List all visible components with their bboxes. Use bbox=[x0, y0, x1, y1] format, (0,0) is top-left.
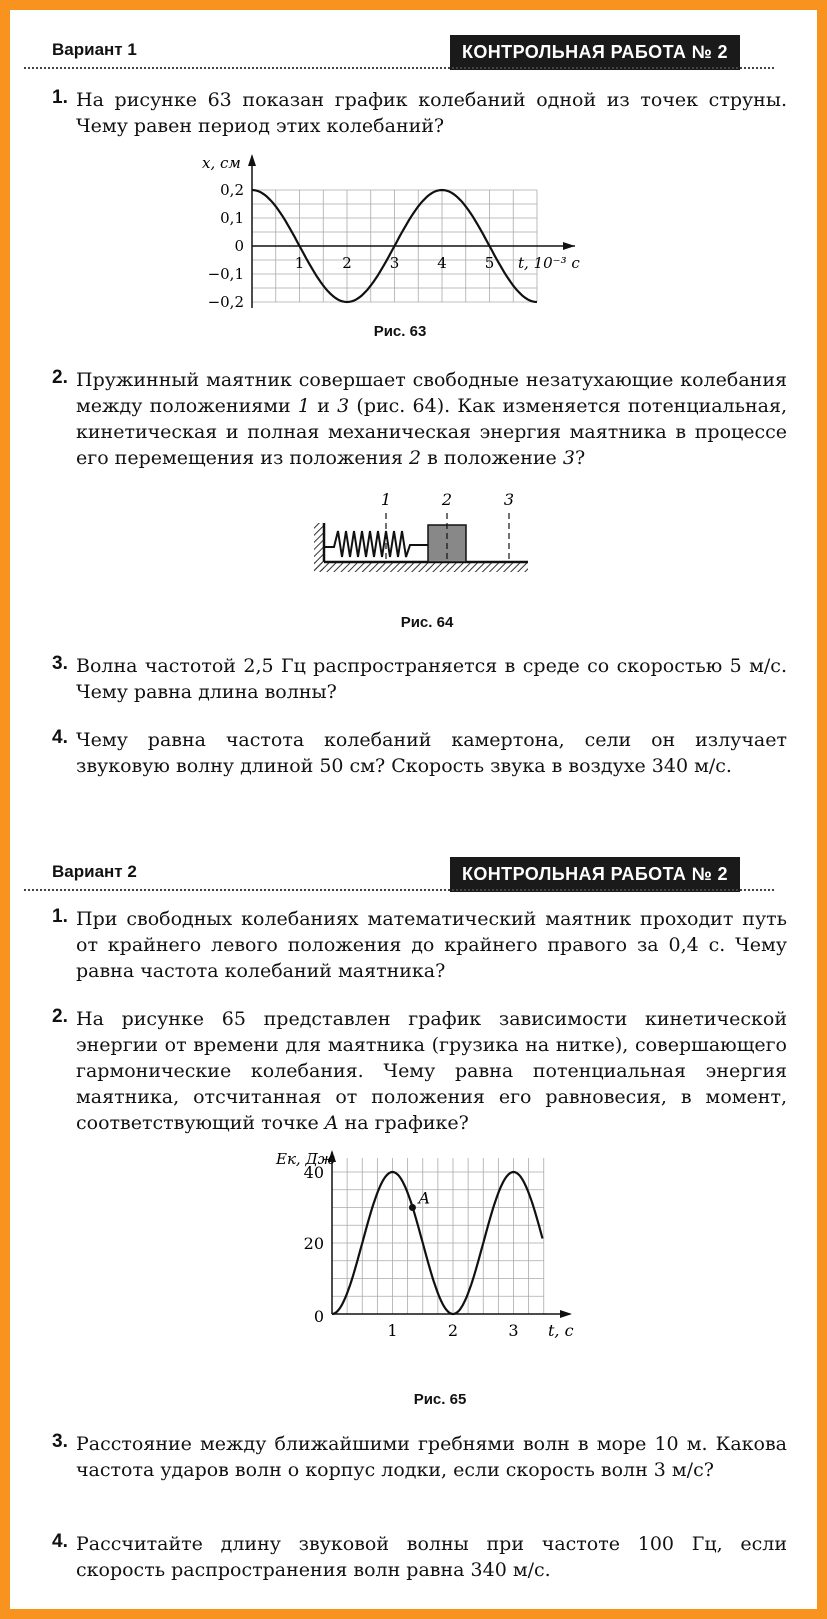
question-text: На рисунке 65 представлен график зависимости кинетической энергии от времени для маятника (грузика на нитке), совершающего гармонические колебания. Чему равна потенциальная энергия маятника, отсчитанная от положения его равновесия, в момент, соответствующий точке A на графике? bbox=[76, 1008, 787, 1134]
y-tick-label: −0,1 bbox=[207, 265, 244, 283]
question-number: 4. bbox=[52, 727, 68, 748]
fig65-caption: Рис. 65 bbox=[413, 1391, 467, 1408]
v1-question-2 bbox=[52, 367, 787, 471]
fig63-caption: Рис. 63 bbox=[373, 323, 427, 340]
floor bbox=[314, 562, 528, 572]
fig64-diagram bbox=[300, 485, 540, 585]
question-text: Расстояние между ближайшими гребнями волн в море 10 м. Какова частота ударов волн о корпус лодки, если скорость волн 3 м/с? bbox=[76, 1433, 787, 1481]
x-axis-arrow bbox=[563, 242, 575, 250]
question-number: 4. bbox=[52, 1531, 68, 1552]
variant1-title: КОНТРОЛЬНАЯ РАБОТА № 2 bbox=[450, 35, 740, 70]
variant2-rule bbox=[24, 889, 774, 891]
position-label-3: 3 bbox=[503, 490, 515, 509]
spring bbox=[324, 531, 428, 557]
question-number: 1. bbox=[52, 87, 68, 108]
y-tick-label: −0,2 bbox=[207, 293, 244, 311]
v2-question-4 bbox=[52, 1531, 787, 1583]
position-label-2: 2 bbox=[441, 490, 453, 509]
point-a-label: A bbox=[418, 1188, 431, 1208]
y-axis-label: Eк, Дж bbox=[276, 1150, 335, 1168]
y-tick-label: 0,1 bbox=[220, 209, 244, 227]
y-axis-arrow bbox=[248, 154, 256, 166]
y-tick-label: 0 bbox=[313, 1307, 324, 1326]
x-tick-label: 5 bbox=[484, 254, 495, 272]
x-tick-label: 4 bbox=[437, 254, 447, 272]
x-tick-label: 1 bbox=[387, 1321, 398, 1340]
y-axis-label: x, см bbox=[202, 154, 241, 172]
question-number: 2. bbox=[52, 1006, 68, 1027]
v2-question-2 bbox=[52, 1006, 787, 1136]
v2-question-1 bbox=[52, 906, 787, 984]
fig63-chart bbox=[190, 148, 610, 333]
x-axis-label: t, с bbox=[548, 1321, 574, 1340]
question-text: Пружинный маятник совершает свободные незатухающие колебания между положениями 1 и 3 (рис. 64). Как изменяется потенциальная, кинетическая и полная механическая энергия маятника в процессе его перемещения из положения 2 в положение 3? bbox=[76, 369, 787, 469]
v1-question-1 bbox=[52, 87, 787, 139]
variant2-title: КОНТРОЛЬНАЯ РАБОТА № 2 bbox=[450, 857, 740, 892]
x-tick-label: 2 bbox=[447, 1321, 459, 1340]
y-tick-label: 40 bbox=[303, 1163, 324, 1182]
question-text: При свободных колебаниях математический маятник проходит путь от крайнего левого положения до крайнего правого за 0,4 с. Чему равна частота колебаний маятника? bbox=[76, 908, 787, 982]
x-tick-label: 1 bbox=[294, 254, 305, 272]
variant1-label: Вариант 1 bbox=[52, 40, 137, 59]
position-label-1: 1 bbox=[380, 490, 392, 509]
x-tick-label: 3 bbox=[389, 254, 400, 272]
question-number: 1. bbox=[52, 906, 68, 927]
v2-question-3 bbox=[52, 1431, 787, 1483]
y-tick-label: 0 bbox=[234, 237, 244, 255]
x-axis-label: t, 10⁻³ с bbox=[518, 254, 580, 272]
fig64-caption: Рис. 64 bbox=[400, 614, 454, 631]
y-tick-label: 0,2 bbox=[220, 181, 244, 199]
x-tick-label: 3 bbox=[508, 1321, 519, 1340]
question-text: Чему равна частота колебаний камертона, сели он излучает звуковую волну длиной 50 см? Скорость звука в воздухе 340 м/с. bbox=[76, 729, 787, 777]
question-text: На рисунке 63 показан график колебаний одной из точек струны. Чему равен период этих колебаний? bbox=[76, 89, 787, 137]
x-tick-label: 2 bbox=[342, 254, 352, 272]
question-text: Волна частотой 2,5 Гц распространяется в среде со скоростью 5 м/с. Чему равна длина волны? bbox=[76, 655, 787, 703]
x-axis-arrow bbox=[560, 1310, 572, 1318]
v1-question-4 bbox=[52, 727, 787, 779]
y-tick-label: 20 bbox=[303, 1234, 324, 1253]
point-a-marker bbox=[409, 1204, 416, 1211]
question-number: 3. bbox=[52, 1431, 68, 1452]
v1-question-3 bbox=[52, 653, 787, 705]
question-number: 3. bbox=[52, 653, 68, 674]
question-number: 2. bbox=[52, 367, 68, 388]
question-text: Рассчитайте длину звуковой волны при частоте 100 Гц, если скорость распространения волн равна 340 м/с. bbox=[76, 1533, 787, 1581]
fig65-chart bbox=[270, 1150, 600, 1390]
variant2-label: Вариант 2 bbox=[52, 862, 137, 881]
variant1-rule bbox=[24, 67, 774, 69]
